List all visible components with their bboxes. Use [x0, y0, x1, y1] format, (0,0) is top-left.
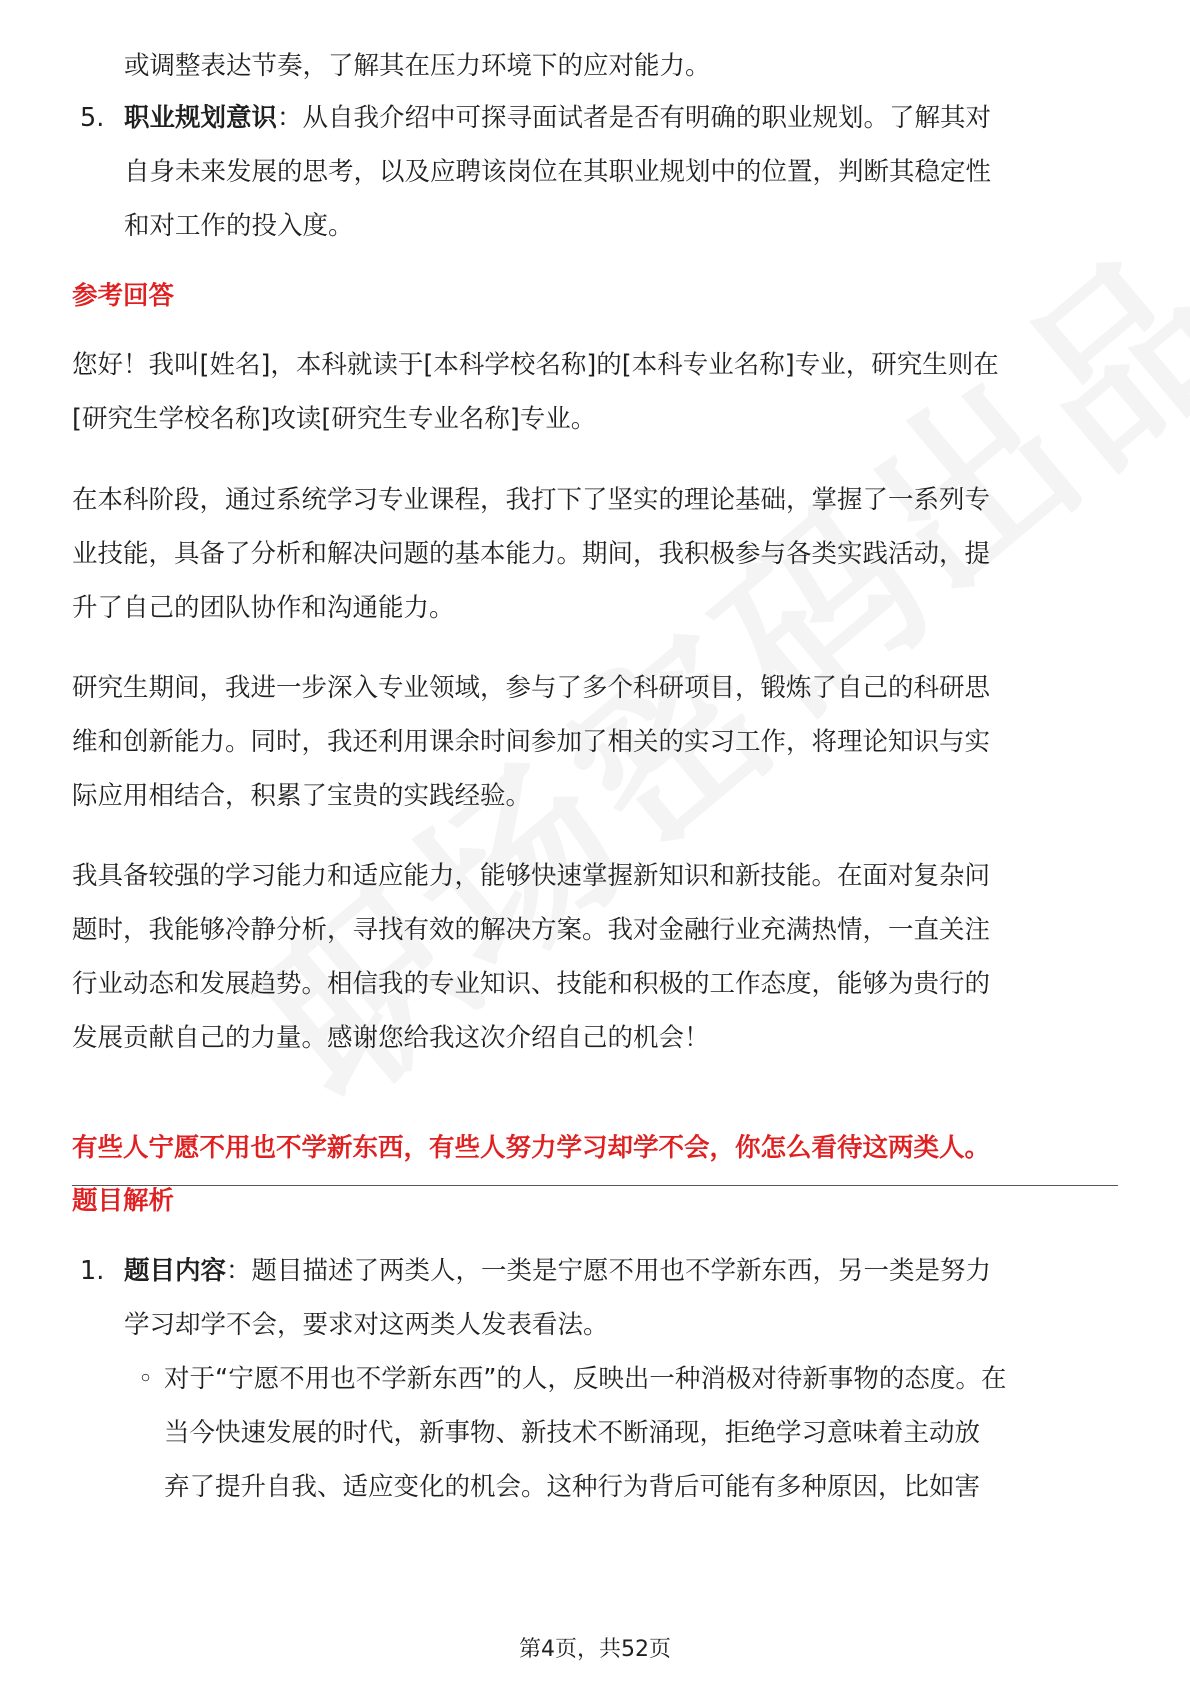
page-footer: 第4页，共52页 [519, 1637, 671, 1662]
answer-p4-line-1: 我具备较强的学习能力和适应能力，能够快速掌握新知识和新技能。在面对复杂问 [72, 861, 991, 891]
answer-p4-line-3: 行业动态和发展趋势。相信我的专业知识、技能和积极的工作态度，能够为贵行的 [72, 969, 991, 999]
item5-line-2: 自身未来发展的思考，以及应聘该岗位在其职业规划中的位置，判断其稳定性 [124, 157, 992, 187]
answer-p3-line-1: 研究生期间，我进一步深入专业领域，参与了多个科研项目，锻炼了自己的科研思 [72, 673, 991, 703]
item5-number: 5. [80, 103, 105, 133]
answer-p3-line-2: 维和创新能力。同时，我还利用课余时间参加了相关的实习工作，将理论知识与实 [72, 727, 991, 757]
item5-title: 职业规划意识 [124, 103, 278, 133]
item1-title: 题目内容 [124, 1256, 227, 1286]
analysis-heading: 题目解析 [72, 1186, 175, 1216]
bullet-icon: ◦ [138, 1364, 154, 1394]
item5-line-1: 职业规划意识：从自我介绍中可探寻面试者是否有明确的职业规划。了解其对 [124, 103, 992, 133]
answer-p4-line-2: 题时，我能够冷静分析，寻找有效的解决方案。我对金融行业充满热情，一直关注 [72, 915, 991, 945]
sub1-line-1: 对于“宁愿不用也不学新东西”的人，反映出一种消极对待新事物的态度。在 [164, 1364, 1007, 1394]
item1-number: 1. [80, 1256, 105, 1286]
answer-p2-line-3: 升了自己的团队协作和沟通能力。 [72, 593, 455, 623]
answer-p1-line-1: 您好！我叫[姓名]，本科就读于[本科学校名称]的[本科专业名称]专业，研究生则在 [72, 350, 999, 380]
item1-line-2: 学习却学不会，要求对这两类人发表看法。 [124, 1310, 609, 1340]
item1-line-1: 题目内容：题目描述了两类人，一类是宁愿不用也不学新东西，另一类是努力 [124, 1256, 992, 1286]
answer-p4-line-4: 发展贡献自己的力量。感谢您给我这次介绍自己的机会！ [72, 1023, 710, 1053]
item4-continuation: 或调整表达节奏，了解其在压力环境下的应对能力。 [124, 51, 711, 81]
answer-p1-line-2: [研究生学校名称]攻读[研究生专业名称]专业。 [72, 404, 597, 434]
answer-p2-line-1: 在本科阶段，通过系统学习专业课程，我打下了坚实的理论基础，掌握了一系列专 [72, 485, 991, 515]
sub1-line-3: 弃了提升自我、适应变化的机会。这种行为背后可能有多种原因，比如害 [164, 1472, 981, 1502]
answer-p3-line-3: 际应用相结合，积累了宝贵的实践经验。 [72, 781, 532, 811]
answer-p2-line-2: 业技能，具备了分析和解决问题的基本能力。期间，我积极参与各类实践活动，提 [72, 539, 991, 569]
question-title: 有些人宁愿不用也不学新东西，有些人努力学习却学不会，你怎么看待这两类人。 [72, 1133, 991, 1163]
item5-line-3: 和对工作的投入度。 [124, 211, 354, 241]
reference-answer-heading: 参考回答 [72, 281, 175, 311]
sub1-line-2: 当今快速发展的时代，新事物、新技术不断涌现，拒绝学习意味着主动放 [164, 1418, 981, 1448]
